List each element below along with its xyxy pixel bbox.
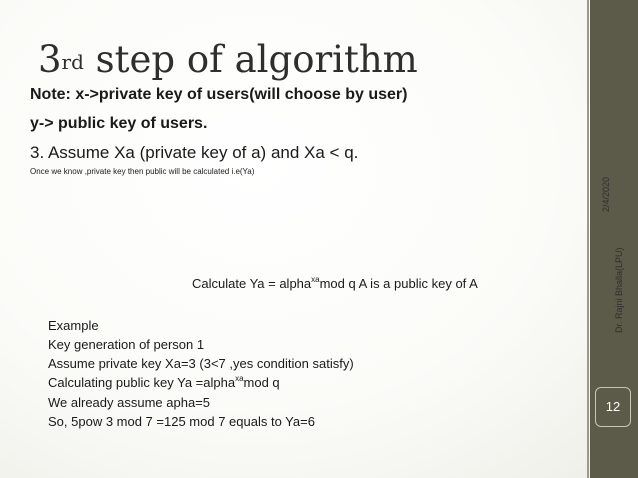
example-line-3-prefix: Calculating public key Ya =alpha — [48, 375, 236, 390]
example-line-3-suffix: mod q — [243, 375, 280, 390]
example-line-3 — [48, 375, 280, 390]
note-line-1: Note: x->private key of users(will choose by user) — [30, 86, 408, 103]
example-line-4: We already assume apha=5 — [48, 395, 210, 410]
example-line-5: So, 5pow 3 mod 7 =125 mod 7 equals to Ya=6 — [48, 414, 315, 429]
step-3-text: 3. Assume Xa (private key of a) and Xa < q. — [30, 143, 359, 162]
slide-title — [38, 38, 418, 82]
example-heading: Example — [48, 318, 99, 333]
title-text: step of algorithm — [83, 38, 418, 81]
note-line-2: y-> public key of users. — [30, 115, 208, 132]
example-line-1: Key generation of person 1 — [48, 337, 205, 352]
example-line-2: Assume private key Xa=3 (3<7 ,yes condition satisfy) — [48, 356, 354, 371]
small-note: Once we know ,private key then public will be calculated i.e(Ya) — [30, 167, 255, 176]
calc-prefix: Calculate Ya = alpha — [192, 276, 312, 291]
example-line-3-superscript: xa — [235, 374, 244, 383]
slide-date: 2/4/2020 — [601, 176, 611, 212]
calc-superscript: xa — [311, 275, 320, 284]
sidebar-divider — [587, 0, 589, 478]
slide-author: Dr. Rajni Bhalla(LPU) — [614, 247, 624, 333]
calculation-line — [192, 276, 478, 291]
title-number: 3 — [38, 38, 62, 81]
page-number: 12 — [605, 399, 621, 414]
title-superscript: rd — [61, 50, 84, 74]
calc-suffix: mod q A is a public key of A — [319, 276, 478, 291]
